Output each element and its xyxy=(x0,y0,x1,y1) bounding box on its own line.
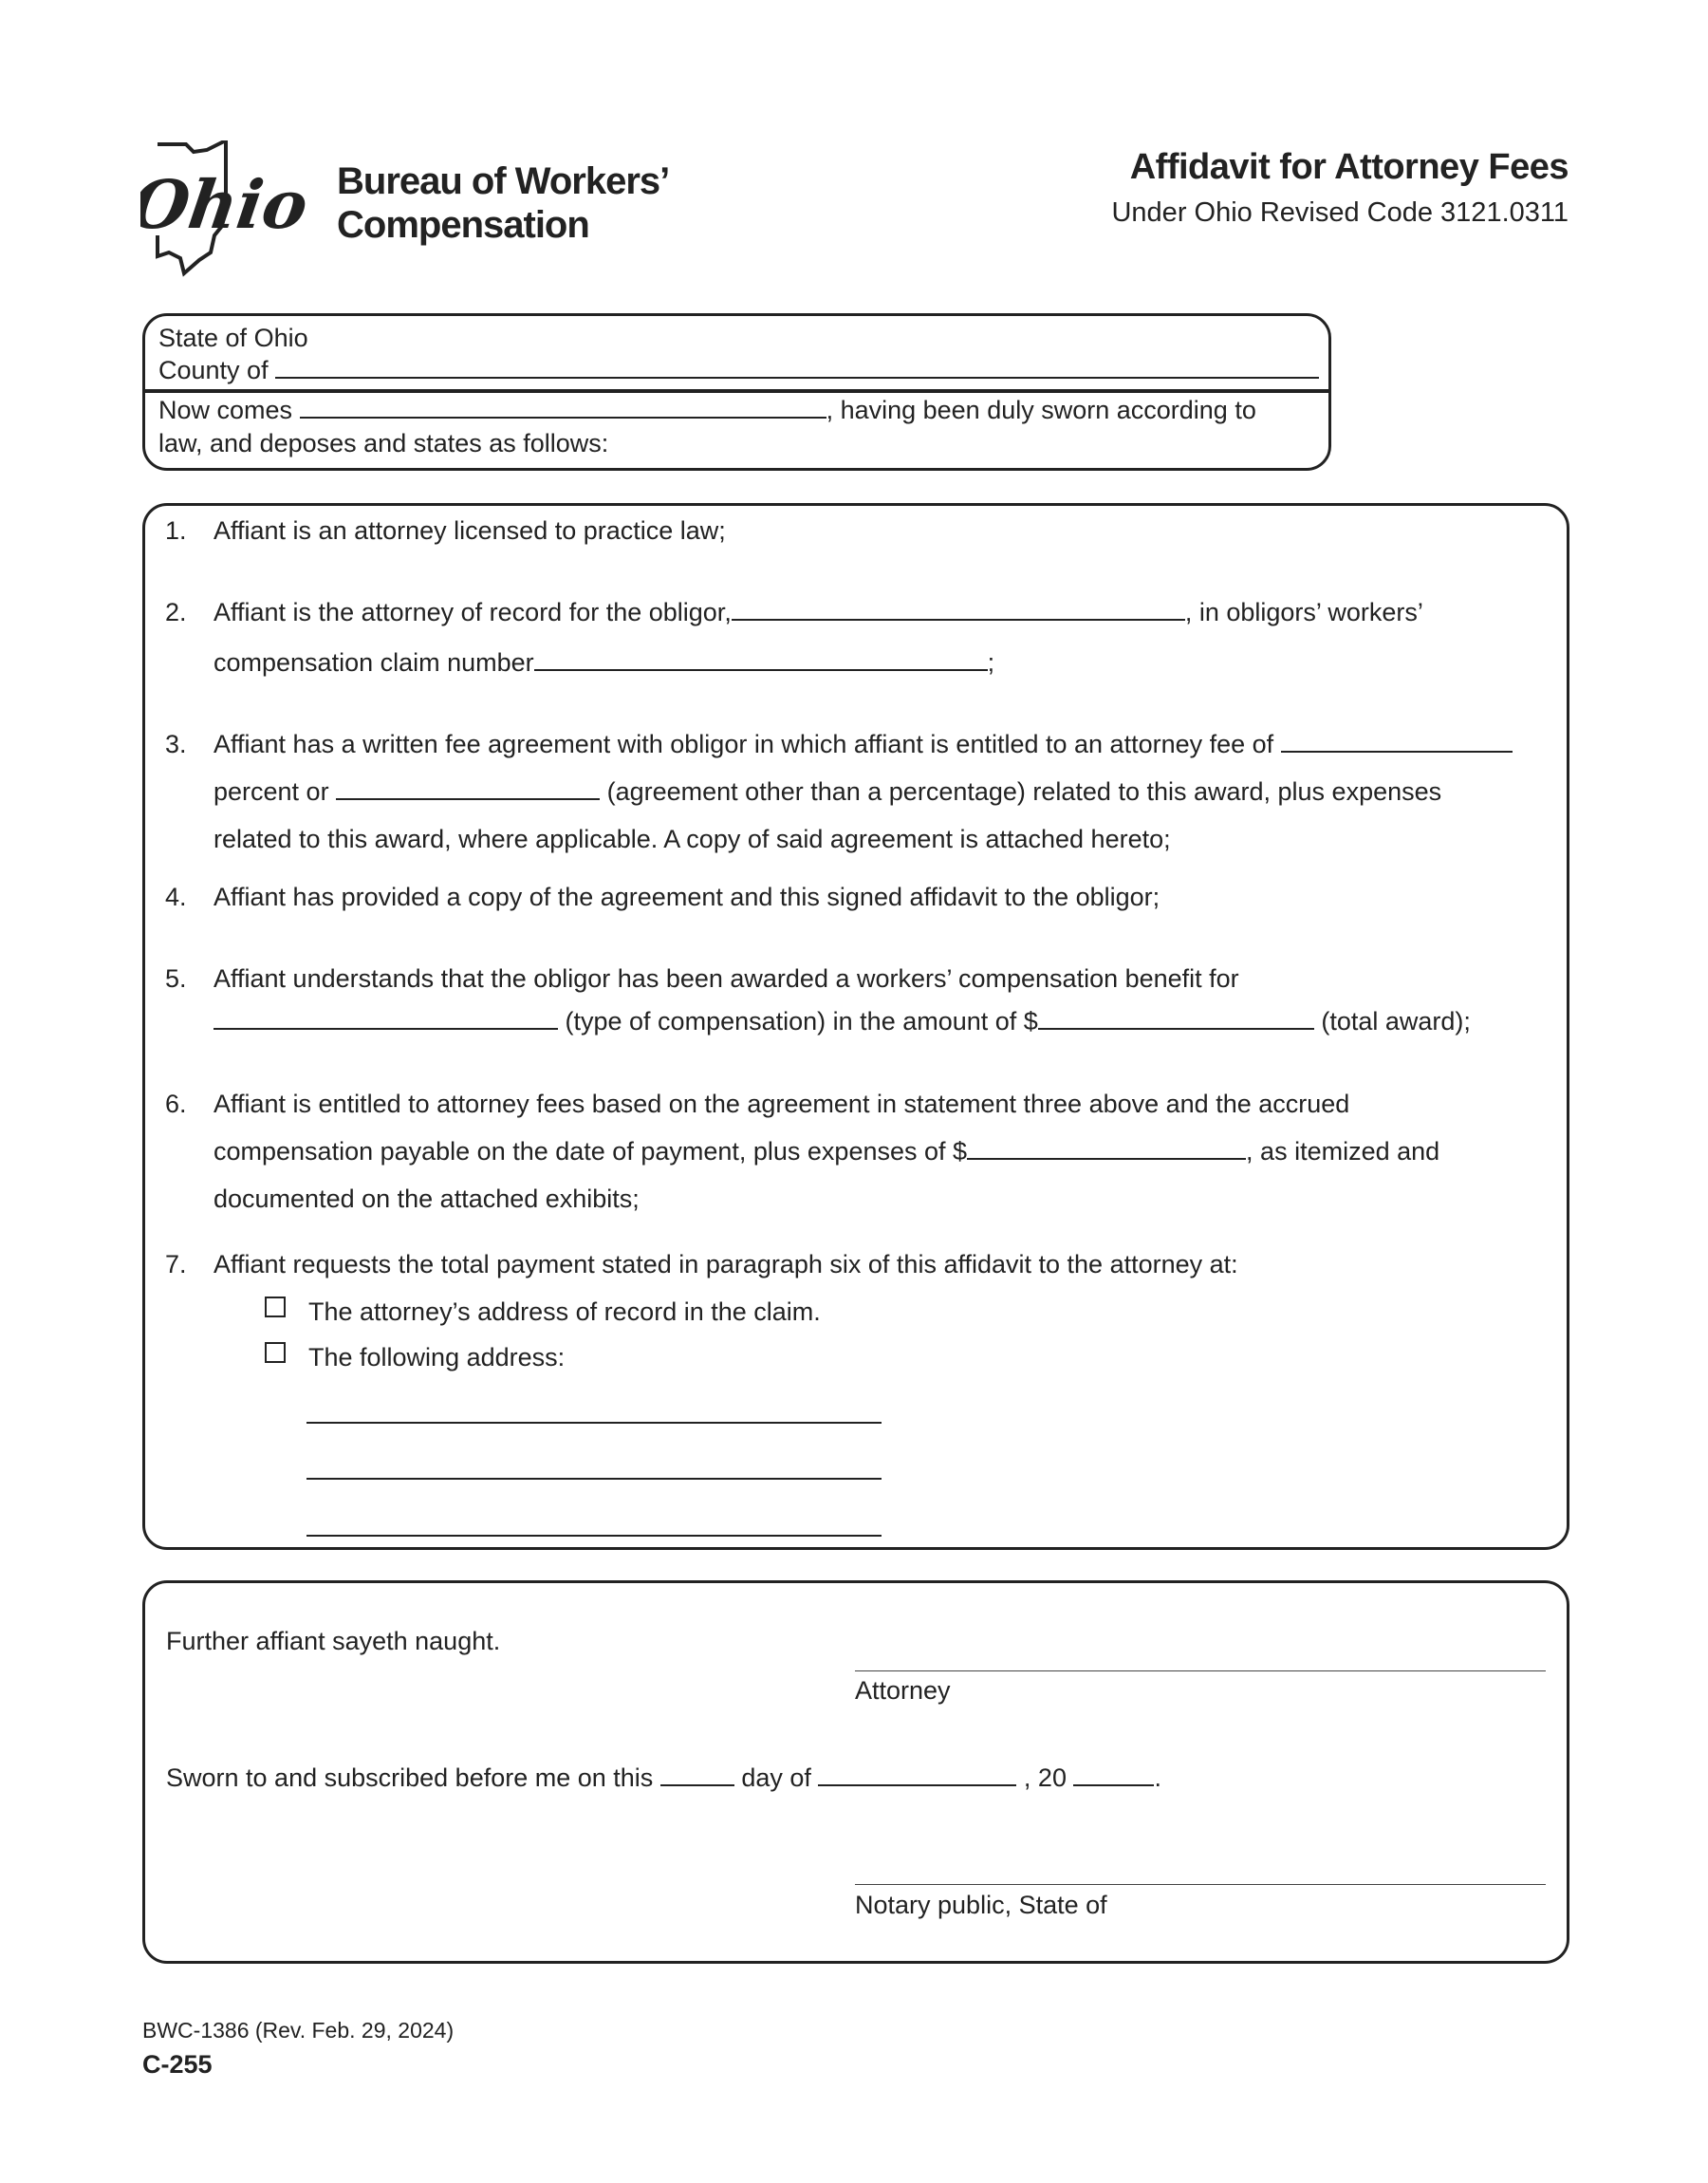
sworn-text-c: , 20 xyxy=(1023,1763,1067,1792)
compensation-type-field[interactable] xyxy=(214,1007,558,1030)
obligor-field[interactable] xyxy=(732,598,1185,621)
sworn-text-b: day of xyxy=(741,1763,811,1792)
statement-3-line3: related to this award, where applicable. A copy of said agreement is attached hereto; xyxy=(214,825,1171,853)
sworn-row xyxy=(166,1763,1161,1793)
statement-5-text-b: (type of compensation) in the amount of $ xyxy=(565,1007,1038,1036)
following-address-label: The following address: xyxy=(308,1343,566,1371)
statement-5-number: 5. xyxy=(165,964,187,993)
deposes-text: law, and deposes and states as follows: xyxy=(158,429,609,457)
statement-2-number: 2. xyxy=(165,598,187,626)
county-label: County of xyxy=(158,356,269,384)
sworn-text-d: . xyxy=(1154,1763,1161,1792)
statement-4-number: 4. xyxy=(165,883,187,911)
month-field[interactable] xyxy=(818,1763,1016,1786)
statement-2-line1 xyxy=(214,597,1423,627)
form-code: C-255 xyxy=(142,2050,213,2079)
affiant-name-field[interactable] xyxy=(300,396,826,419)
agency-name xyxy=(337,159,669,247)
fee-other-field[interactable] xyxy=(336,777,600,800)
statement-2-text-c: compensation claim number xyxy=(214,648,534,677)
form-title: Affidavit for Attorney Fees xyxy=(1129,147,1569,187)
agency-line-2: Compensation xyxy=(337,204,589,246)
bwc-logo xyxy=(140,140,321,278)
statement-2-text-b: , in obligors’ workers’ xyxy=(1184,598,1423,626)
ohio-logo-icon xyxy=(140,140,321,278)
following-address-checkbox[interactable] xyxy=(265,1342,286,1363)
statement-3-text-b: percent or xyxy=(214,777,329,806)
state-label: State of Ohio xyxy=(158,324,308,352)
statement-6-line2 xyxy=(214,1136,1439,1166)
claim-number-field[interactable] xyxy=(534,648,988,671)
statement-4: Affiant has provided a copy of the agreement and this signed affidavit to the obligor; xyxy=(214,883,1160,911)
now-comes-row xyxy=(158,395,1256,425)
county-row xyxy=(158,355,1319,385)
statement-1-number: 1. xyxy=(165,516,187,545)
county-field[interactable] xyxy=(275,356,1319,379)
statement-6-line3: documented on the attached exhibits; xyxy=(214,1185,640,1213)
sworn-text-a: Sworn to and subscribed before me on this xyxy=(166,1763,654,1792)
statement-5-line1: Affiant understands that the obligor has been awarded a workers’ compensation benefit for xyxy=(214,964,1239,993)
statement-3-line1 xyxy=(214,729,1513,759)
year-field[interactable] xyxy=(1073,1763,1154,1786)
form-subtitle: Under Ohio Revised Code 3121.0311 xyxy=(1111,197,1569,228)
further-affiant-text: Further affiant sayeth naught. xyxy=(166,1627,501,1655)
now-comes-label: Now comes xyxy=(158,396,293,424)
address-line-2[interactable] xyxy=(306,1478,882,1480)
statement-3-text-c: (agreement other than a percentage) related to this award, plus expenses xyxy=(606,777,1442,806)
notary-label: Notary public, State of xyxy=(855,1891,1107,1919)
expenses-field[interactable] xyxy=(967,1137,1246,1160)
venue-divider xyxy=(144,389,1328,393)
statement-3-text-a: Affiant has a written fee agreement with obligor in which affiant is entitled to an attorney fee of xyxy=(214,730,1274,758)
form-revision: BWC-1386 (Rev. Feb. 29, 2024) xyxy=(142,2018,455,2043)
address-of-record-checkbox[interactable] xyxy=(265,1297,286,1317)
address-line-1[interactable] xyxy=(306,1422,882,1424)
agency-line-1: Bureau of Workers’ xyxy=(337,160,670,202)
statement-5-line2 xyxy=(214,1006,1471,1036)
day-field[interactable] xyxy=(660,1763,734,1786)
attorney-signature-line[interactable] xyxy=(855,1670,1546,1671)
statement-3-line2 xyxy=(214,776,1441,807)
statement-6-text-c: , as itemized and xyxy=(1246,1137,1440,1166)
statement-7-number: 7. xyxy=(165,1250,187,1278)
statement-1: Affiant is an attorney licensed to practice law; xyxy=(214,516,726,545)
sworn-text: , having been duly sworn according to xyxy=(826,396,1256,424)
award-amount-field[interactable] xyxy=(1038,1007,1314,1030)
notary-signature-line[interactable] xyxy=(855,1884,1546,1885)
attorney-label: Attorney xyxy=(855,1676,951,1705)
statement-6-text-b: compensation payable on the date of payment, plus expenses of $ xyxy=(214,1137,968,1166)
statement-2-text-a: Affiant is the attorney of record for the obligor, xyxy=(214,598,732,626)
fee-percent-field[interactable] xyxy=(1281,730,1513,753)
statement-2-line2 xyxy=(214,647,994,678)
statement-7-line1: Affiant requests the total payment stated in paragraph six of this affidavit to the attorney at: xyxy=(214,1250,1238,1278)
statement-6-line1: Affiant is entitled to attorney fees based on the agreement in statement three above and the accrued xyxy=(214,1090,1350,1118)
svg-text:Ohio: Ohio xyxy=(140,165,313,244)
statement-6-number: 6. xyxy=(165,1090,187,1118)
statement-3-number: 3. xyxy=(165,730,187,758)
statement-2-text-d: ; xyxy=(987,648,995,677)
address-of-record-label: The attorney’s address of record in the claim. xyxy=(308,1297,821,1326)
address-line-3[interactable] xyxy=(306,1535,882,1537)
statement-5-text-c: (total award); xyxy=(1321,1007,1471,1036)
